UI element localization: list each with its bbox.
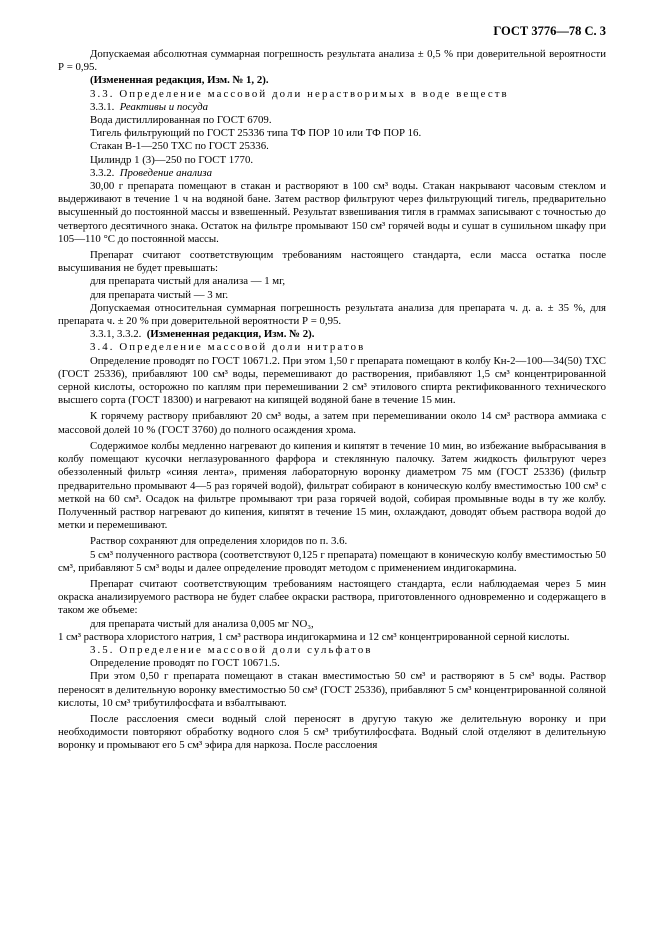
subsection-3-3-2	[58, 167, 606, 180]
document-body	[58, 48, 606, 753]
paragraph-abs-error: Допускаемая абсолютная суммарная погрешность результата анализа ± 0,5 % при доверительной вероятности Р = 0,95.	[58, 48, 606, 74]
paragraph-sulfates-procedure: При этом 0,50 г препарата помещают в стакан вместимостью 50 см³ и растворяют в 5 см³ воды. Раствор переносят в делительную воронку вместимостью 50 см³ (ГОСТ 25336), прибавляют 5 см³ концентрированной соляной кислоты, 10 см³ трибутилфосфата и взбалтывают.	[58, 670, 606, 709]
reagent-item: Стакан В-1—250 ТХС по ГОСТ 25336.	[90, 140, 269, 153]
subsection-3-3-1	[58, 101, 606, 114]
paragraph-filtration: Содержимое колбы медленно нагревают до кипения и кипятят в течение 10 мин, во избежание выбрасывания в колбу помещают кусочки неглазурованного фарфора и стеклянную палочку. Затем жидкость фильтруют через обеззоленный фильтр «синяя лента», применяя лабораторную воронку диаметром 75 мм (ГОСТ 25336) (фильтр предварительно промывают 4—5 раз горячей водой), фильтрат собирают в коническую колбу вместимостью 100 см³ с меткой на 60 см³. Осадок на фильтре промывают три раза горячей водой, собирая промывные воды в ту же колбу. Полученный раствор нагревают до кипения, кипятят в течение 15 мин, охлаждают, доводят объем раствора водой до метки и перемешивают.	[58, 439, 606, 532]
paragraph-rel-error: Допускаемая относительная суммарная погрешность результата анализа для препарата ч. д. а. ± 35 %, для препарата ч. ± 20 % при доверительной вероятности Р = 0,95.	[58, 301, 606, 328]
list-item: для препарата чистый для анализа 0,005 мг NO₃,	[90, 617, 314, 630]
amendment-note: (Измененная редакция, Изм. № 1, 2).	[90, 74, 269, 87]
section-heading-3-3: 3.3. Определение массовой доли нерастворимых в воде веществ	[90, 87, 509, 100]
paragraph-indigocarmine: 5 см³ полученного раствора (соответствуют 0,125 г препарата) помещают в коническую колбу вместимостью 50 см³, прибавляют 5 см³ воды и далее определение проводят методом с применением индигокармина.	[58, 548, 606, 574]
paragraph-ammonia: К горячему раствору прибавляют 20 см³ воды, а затем при перемешивании около 14 см³ раствора аммиака с массовой долей 10 % (ГОСТ 3760) до полного осаждения хрома.	[58, 410, 606, 436]
paragraph-procedure: 30,00 г препарата помещают в стакан и растворяют в 100 см³ воды. Стакан накрывают часовым стеклом и выдерживают в течение 1 ч на водяной бане. Затем раствор фильтруют через фильтрующий тигель, предварительно высушенный до постоянной массы и взвешенный. Результат взвешивания тигля в граммах записывают с точностью до четвертого десятичного знака. Остаток на фильтре промывают 150 см³ горячей воды и сушат в сушильном шкафу при 105—110 °С до постоянной массы.	[58, 180, 606, 245]
subsection-title: Реактивы и посуда	[119, 100, 208, 113]
amendment-text: (Измененная редакция, Изм. № 2).	[146, 328, 315, 341]
reagent-item: Цилиндр 1 (3)—250 по ГОСТ 1770.	[90, 153, 254, 166]
subsection-title: Проведение анализа	[119, 166, 213, 179]
paragraph-nitrates-method: Определение проводят по ГОСТ 10671.2. При этом 1,50 г препарата помещают в колбу Кн-2—100—34(50) ТХС (ГОСТ 25336), прибавляют 100 см³ воды, перемешивают до растворения, прибавляют 1,5 см³ концентрированной серной кислоты, осторожно по каплям при перемешивании 2 см³ этилового спирта ректификованного технического высшего сорта (ГОСТ 18300) и нагревают на кипящей водяной бане в течение 15 мин.	[58, 354, 606, 407]
amendment-note	[58, 328, 606, 341]
subsection-number: 3.3.1.	[90, 100, 115, 113]
page-header: ГОСТ 3776—78 С. 3	[493, 24, 606, 38]
paragraph-criteria: Препарат считают соответствующим требованиям настоящего стандарта, если масса остатка после высушивания не будет превышать:	[58, 249, 606, 275]
list-item: для препарата чистый для анализа — 1 мг,	[90, 275, 286, 288]
paragraph-separation: После расслоения смеси водный слой переносят в другую такую же делительную воронку и при необходимости повторяют обработку водного слоя 5 см³ трибутилфосфата. Водный слой отделяют в делительную воронку и промывают его 5 см³ эфира для наркоза. После расслоения	[58, 712, 606, 752]
reagent-item: Тигель фильтрующий по ГОСТ 25336 типа ТФ ПОР 10 или ТФ ПОР 16.	[90, 127, 422, 140]
amendment-refs: 3.3.1, 3.3.2.	[90, 328, 142, 341]
document-page	[58, 24, 606, 753]
paragraph-criteria-nitrates: Препарат считают соответствующим требованиям настоящего стандарта, если наблюдаемая через 5 мин окраска анализируемого раствора не будет слабее окраски раствора, приготовленного одновременно и содержащего в таком же объеме:	[58, 577, 606, 617]
paragraph-sulfates-method: Определение проводят по ГОСТ 10671.5.	[90, 657, 280, 670]
subsection-number: 3.3.2.	[90, 166, 115, 179]
paragraph-chlorides-ref: Раствор сохраняют для определения хлоридов по п. 3.6.	[90, 535, 348, 548]
section-heading-3-5: 3.5. Определение массовой доли сульфатов	[90, 643, 373, 656]
list-item: для препарата чистый — 3 мг.	[90, 288, 229, 301]
paragraph-reference-solution: 1 см³ раствора хлористого натрия, 1 см³ раствора индигокармина и 12 см³ концентрированной серной кислоты.	[58, 630, 570, 643]
section-heading-3-4: 3.4. Определение массовой доли нитратов	[90, 341, 366, 354]
reagent-item: Вода дистиллированная по ГОСТ 6709.	[90, 114, 272, 127]
